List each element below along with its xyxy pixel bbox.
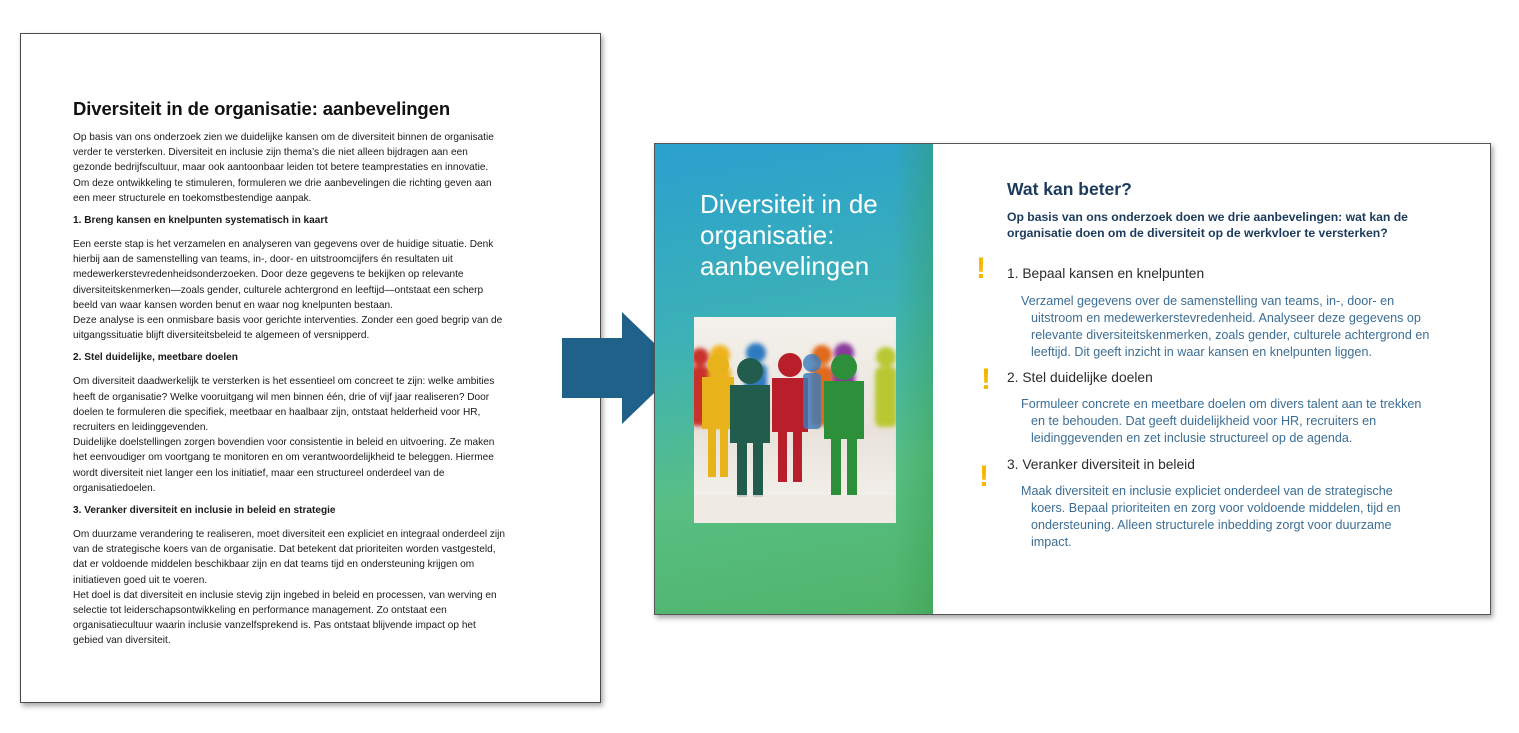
slide-content-panel xyxy=(933,144,1490,614)
text-line: ondersteuning. Alleen structurele inbedding zorgt voor duurzame xyxy=(1031,518,1392,532)
text-line: impact. xyxy=(1031,535,1072,549)
section-body-3 xyxy=(73,527,559,649)
text-line: beeld van waar kansen worden benut en waar nog knelpunten bestaan. xyxy=(73,299,393,311)
section-heading-1: 1. Breng kansen en knelpunten systematisch in kaart xyxy=(73,215,328,227)
intro-paragraph xyxy=(73,130,559,206)
text-line: selectie tot leiderschapsontwikkeling en performance management. Zo ontstaat een xyxy=(73,605,447,617)
text-line: organisatiecultuur waarin inclusie vanzelfsprekend is. Pas ontstaat blijvende impact op het xyxy=(73,620,476,632)
recommendation-text-2 xyxy=(1021,396,1451,447)
exclamation-icon: ! xyxy=(976,252,986,285)
recommendation-text-1 xyxy=(1021,293,1451,361)
text-line: leidinggevenden en zet inclusie structureel op de agenda. xyxy=(1031,431,1353,445)
slide-title-panel xyxy=(655,144,933,614)
text-line: Op basis van ons onderzoek zien we duidelijke kansen om de diversiteit binnen de organisatie xyxy=(73,132,494,143)
exclamation-icon: ! xyxy=(981,363,991,396)
text-line: het eenvoudiger om voortgang te monitoren en om verantwoordelijkheid te beleggen. Hiermee xyxy=(73,452,494,464)
section-heading-2: 2. Stel duidelijke, meetbare doelen xyxy=(73,352,238,364)
text-line: organisatiedoelen. xyxy=(73,482,156,494)
text-line: Een eerste stap is het verzamelen en analyseren van gegevens over de huidige situatie. Denk xyxy=(73,239,494,251)
text-line: Duidelijke doelstellingen zorgen bovendien voor consistentie in beleid en uitvoering. Ze maken xyxy=(73,437,495,449)
text-line: Verzamel gegevens over de samenstelling van teams, in-, door- en xyxy=(1021,294,1395,308)
text-line: gezonde bedrijfscultuur, maar ook aantoonbaar leiden tot betere teamprestaties en innovatie. xyxy=(73,162,489,174)
recommendation-text-3 xyxy=(1021,483,1451,551)
text-line: uitgangssituatie blijft diversiteitsbeleid te algemeen of versnipperd. xyxy=(73,330,370,342)
text-line: en te behouden. Dat geeft duidelijkheid voor HR, recruiters en xyxy=(1031,414,1377,428)
text-line: Deze analyse is een onmisbare basis voor gerichte interventies. Zonder een goed begrip van de xyxy=(73,315,503,327)
text-line: uitstroom en medewerkerstevredenheid. Analyseer deze gegevens op xyxy=(1031,311,1421,325)
text-line: diversiteitskenmerken—zoals gender, culturele achtergrond en leeftijd—ontstaat een scherp xyxy=(73,284,484,296)
text-line: medewerkerstevredenheidsonderzoeken. Door deze gegevens te bekijken op relevante xyxy=(73,269,464,281)
text-line: heeft de organisatie? Welke vooruitgang wil men binnen één, drie of vijf jaar realiseren? Door xyxy=(73,391,490,403)
text-line: Om deze ontwikkeling te stimuleren, formuleren we drie aanbevelingen die richting geven aan xyxy=(73,177,492,189)
text-line: een meer structurele en toekomstbestendige aanpak. xyxy=(73,192,312,204)
text-line: Om diversiteit daadwerkelijk te versterken is het essentieel om concreet te zijn: welke ambities xyxy=(73,376,495,388)
text-line: initiatieven goed uit te voeren. xyxy=(73,574,208,586)
text-line: recruiters en leidinggevenden. xyxy=(73,422,209,434)
section-body-1 xyxy=(73,237,559,343)
text-line: gebied van diversiteit. xyxy=(73,635,171,647)
text-line: leeftijd. Dit geeft inzicht in waar kansen en knelpunten liggen. xyxy=(1031,345,1372,359)
people-figures-photo xyxy=(694,317,896,523)
exclamation-icon: ! xyxy=(979,460,989,493)
text-line: dat er voldoende middelen beschikbaar zijn en dat teams tijd en ondersteuning krijgen om xyxy=(73,559,475,571)
text-line: hierbij aan de samenstelling van teams, in-, door- en uitstroomcijfers én resultaten uit xyxy=(73,254,453,266)
section-heading-3: 3. Veranker diversiteit en inclusie in beleid en strategie xyxy=(73,505,336,517)
text-line: doelen te formuleren die specifiek, meetbaar en haalbaar zijn, ontstaat helderheid voor HR, xyxy=(73,406,481,418)
recommendation-title-3: 3. Veranker diversiteit in beleid xyxy=(1007,457,1195,472)
text-line: van de strategische koers van de organisatie. Dat betekent dat prioriteiten worden vastgesteld, xyxy=(73,544,496,556)
document-title: Diversiteit in de organisatie: aanbevelingen xyxy=(73,98,451,119)
text-line: Het doel is dat diversiteit en inclusie stevig zijn ingebed in beleid en processen, van werving en xyxy=(73,589,497,601)
presentation-slide xyxy=(654,143,1491,615)
section-body-2 xyxy=(73,374,559,496)
document-page xyxy=(20,33,601,703)
text-line: koers. Bepaal prioriteiten en zorg voor voldoende middelen, tijd en xyxy=(1031,501,1401,515)
text-line: relevante diversiteitskenmerken, zoals gender, culturele achtergrond en xyxy=(1031,328,1430,342)
text-line: wordt diversiteit niet langer een los initiatief, maar een structureel onderdeel van de xyxy=(73,467,445,479)
slide-heading: Wat kan beter? xyxy=(1007,179,1132,199)
text-line: Om duurzame verandering te realiseren, moet diversiteit een expliciet en integraal onderdeel zijn xyxy=(73,529,506,541)
recommendation-title-2: 2. Stel duidelijke doelen xyxy=(1007,370,1153,385)
slide-title: Diversiteit in de organisatie: aanbevelingen xyxy=(700,189,878,281)
slide-subheading: Op basis van ons onderzoek doen we drie aanbevelingen: wat kan de organisatie doen om de diversiteit op de werkvloer te versterken? xyxy=(1007,210,1408,240)
text-line: verder te versterken. Diversiteit en inclusie zijn thema’s die niet alleen bijdragen aan een xyxy=(73,147,468,159)
text-line: Maak diversiteit en inclusie expliciet onderdeel van de strategische xyxy=(1021,484,1393,498)
text-line: Formuleer concrete en meetbare doelen om divers talent aan te trekken xyxy=(1021,397,1422,411)
document-body xyxy=(73,98,559,657)
recommendation-title-1: 1. Bepaal kansen en knelpunten xyxy=(1007,266,1205,281)
